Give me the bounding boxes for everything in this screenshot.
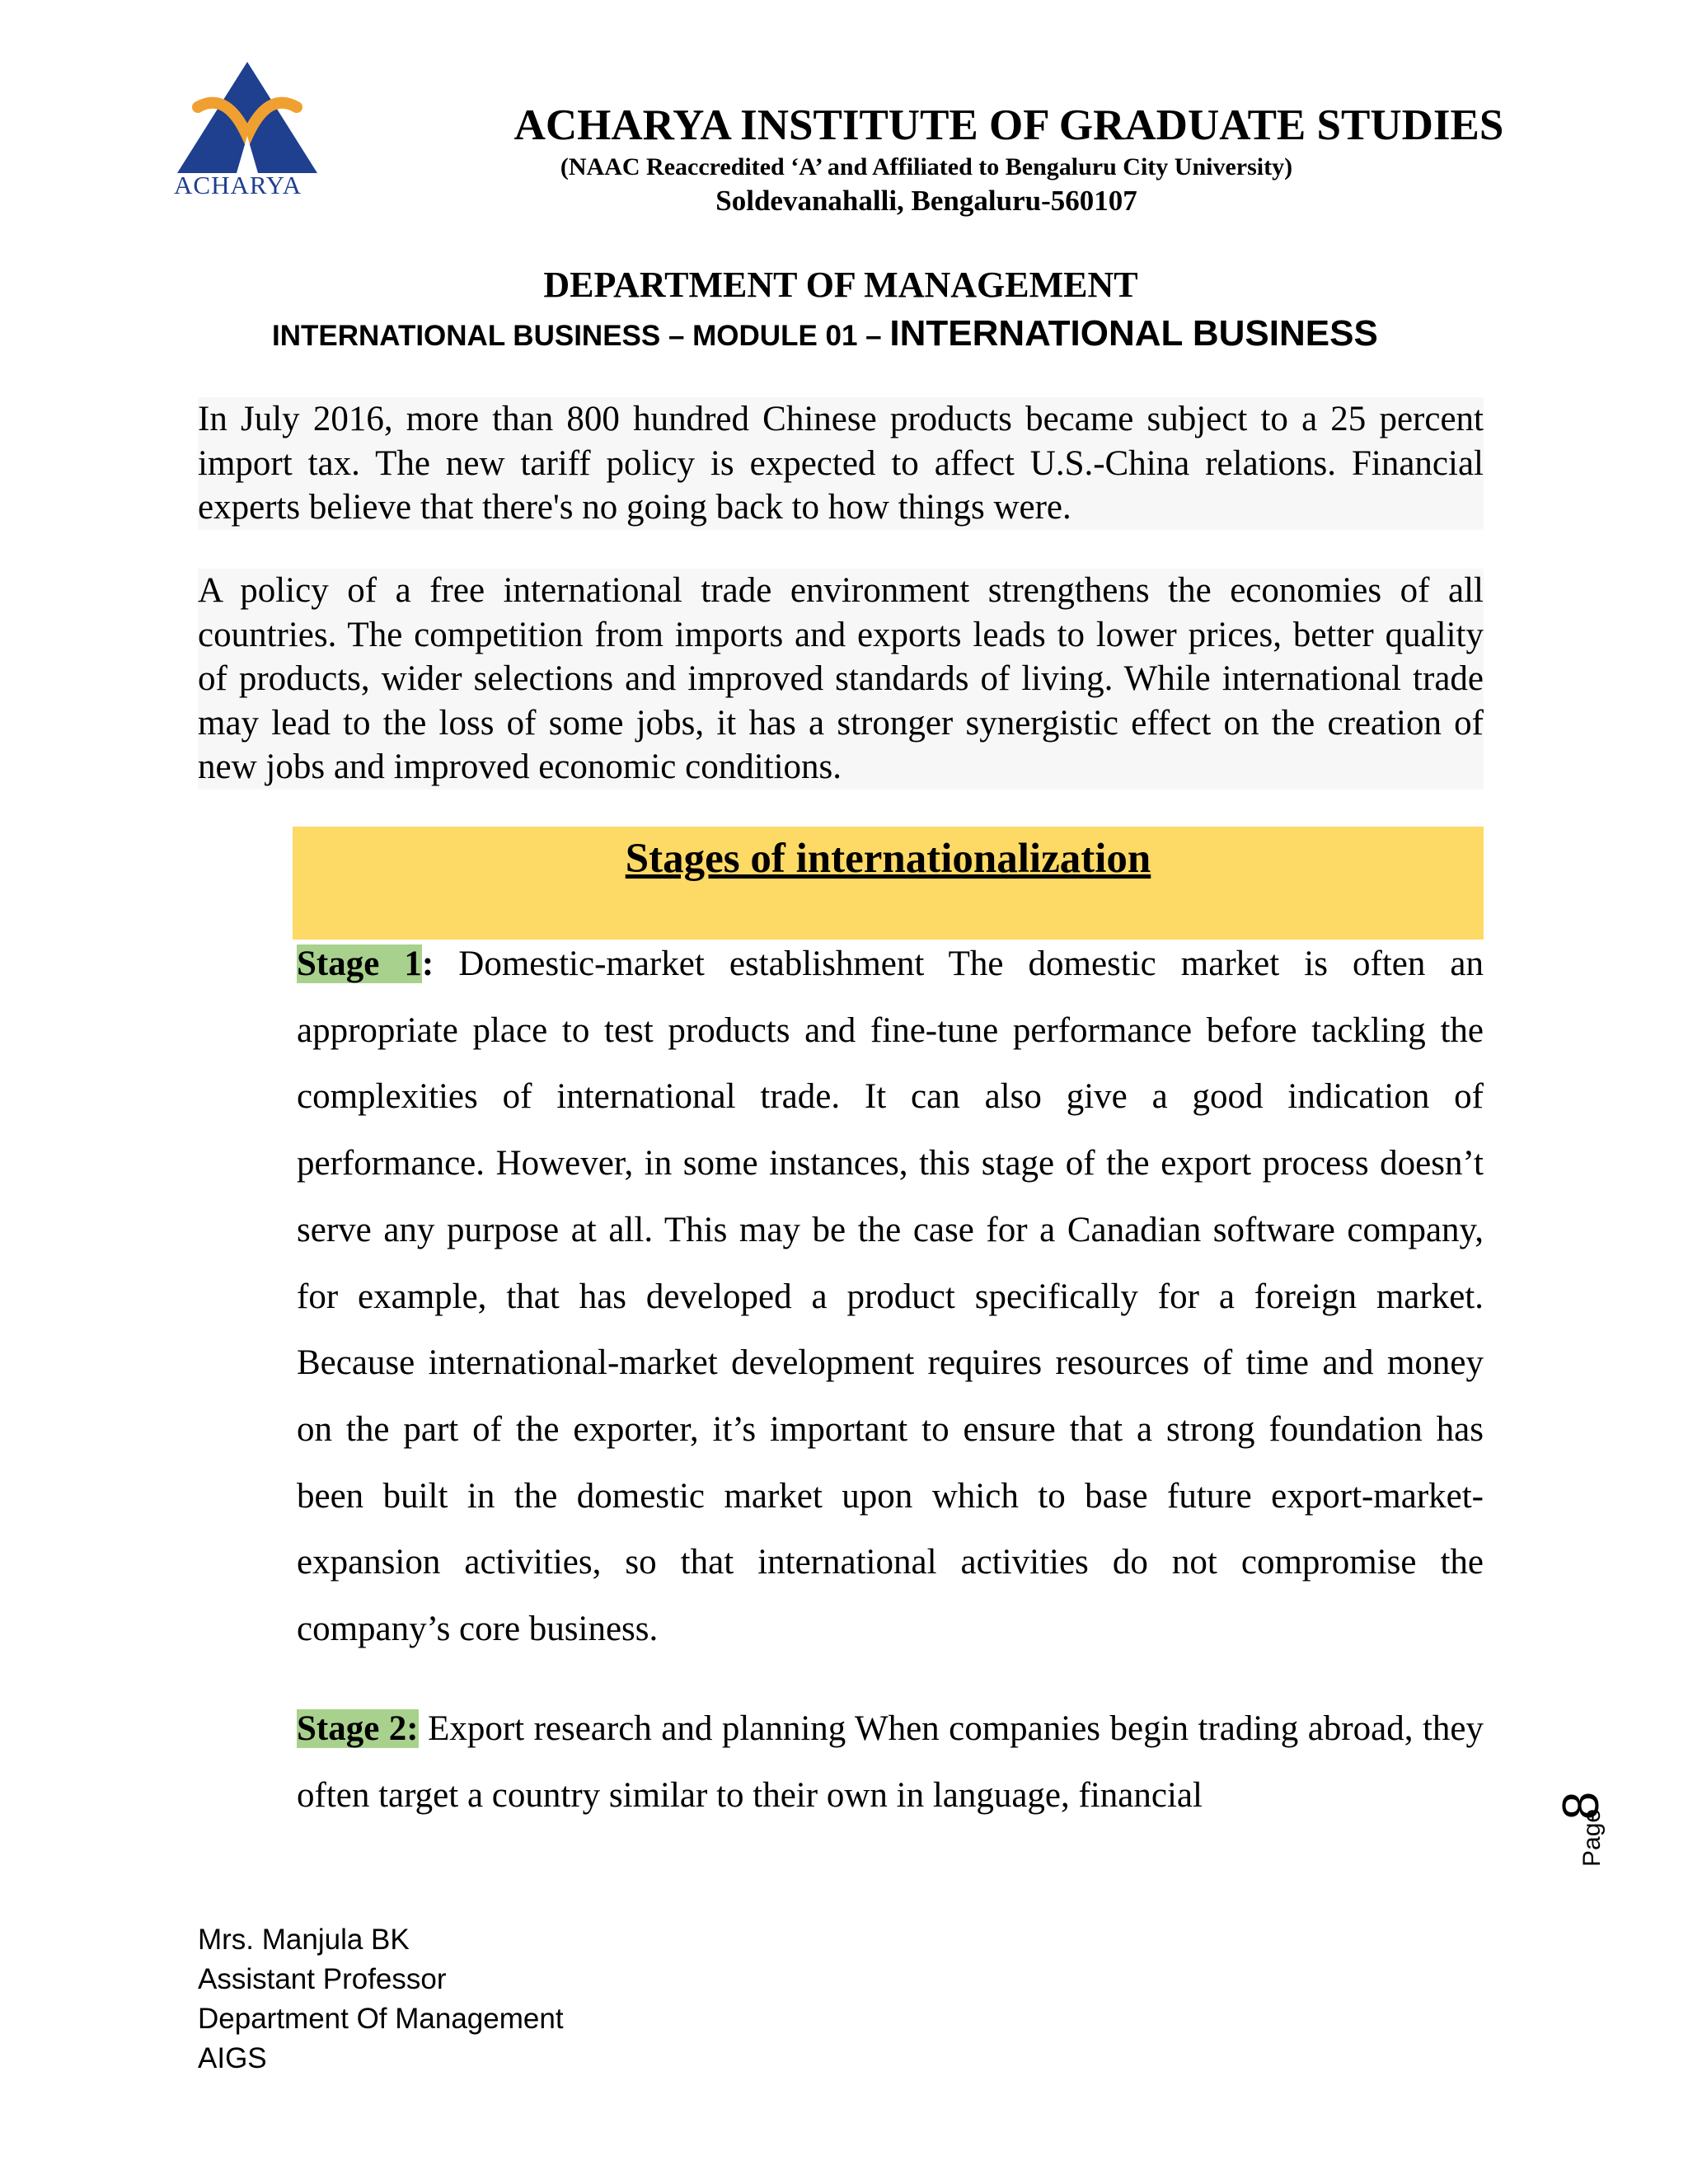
page-number-word: Page [1578, 1808, 1606, 1867]
module-heading [272, 313, 1467, 354]
author-institute: AIGS [198, 2042, 267, 2074]
intro-paragraph-1: In July 2016, more than 800 hundred Chinese products became subject to a 25 percent import tax. The new tariff policy is expected to affect U.S.-China relations. Financial experts believe that there's no going back to how things were. [198, 397, 1484, 530]
stage-1-text: Domestic-market establishment The domestic market is often an appropriate place to test products and fine-tune performance before tackling the complexities of international trade. It can also give a good indication of performance. However, in some instances, this stage of the export process doesn’t serve any purpose at all. This may be the case for a Canadian software company, for example, that has developed a product specifically for a foreign market. Because international-market development requires resources of time and money on the part of the exporter, it’s important to ensure that a strong foundation has been built in the domestic market upon which to base future export-market-expansion activities, so that international activities do not compromise the company’s core business. [297, 944, 1484, 1649]
logo-text: ACHARYA [174, 171, 302, 199]
section-title: Stages of internationalization [625, 836, 1151, 882]
author-footer [198, 1920, 564, 2079]
page-number-digit: 8 [1553, 1791, 1611, 1821]
department-heading: DEPARTMENT OF MANAGEMENT [543, 265, 1138, 305]
stage-1-paragraph [297, 931, 1484, 1663]
institute-name: ACHARYA INSTITUTE OF GRADUATE STUDIES [513, 101, 1504, 149]
stage-1-label: Stage 1 [297, 944, 422, 983]
accreditation-line: (NAAC Reaccredited ‘A’ and Affiliated to Bengaluru City University) [560, 153, 1293, 180]
stage-1-colon: : [421, 944, 434, 983]
stage-2-label: Stage 2: [297, 1709, 419, 1748]
stage-2-paragraph [297, 1696, 1484, 1829]
author-department: Department Of Management [198, 2003, 564, 2035]
section-banner [293, 827, 1484, 940]
institute-address: Soldevanahalli, Bengaluru-560107 [715, 185, 1137, 217]
author-title: Assistant Professor [198, 1963, 447, 1995]
module-title: INTERNATIONAL BUSINESS [889, 313, 1378, 354]
stage-2-text: Export research and planning When companies begin trading abroad, they often target a country similar to their own in language, financial [297, 1709, 1484, 1815]
module-prefix: INTERNATIONAL BUSINESS – MODULE 01 – [272, 320, 890, 352]
page-number [1550, 1780, 1615, 1887]
intro-paragraph-2: A policy of a free international trade environment strengthens the economies of all countries. The competition from imports and exports leads to lower prices, better quality of products, wider selections and improved standards of living. While international trade may lead to the loss of some jobs, it has a stronger synergistic effect on the creation of new jobs and improved economic conditions. [198, 569, 1484, 790]
author-name: Mrs. Manjula BK [198, 1924, 410, 1956]
